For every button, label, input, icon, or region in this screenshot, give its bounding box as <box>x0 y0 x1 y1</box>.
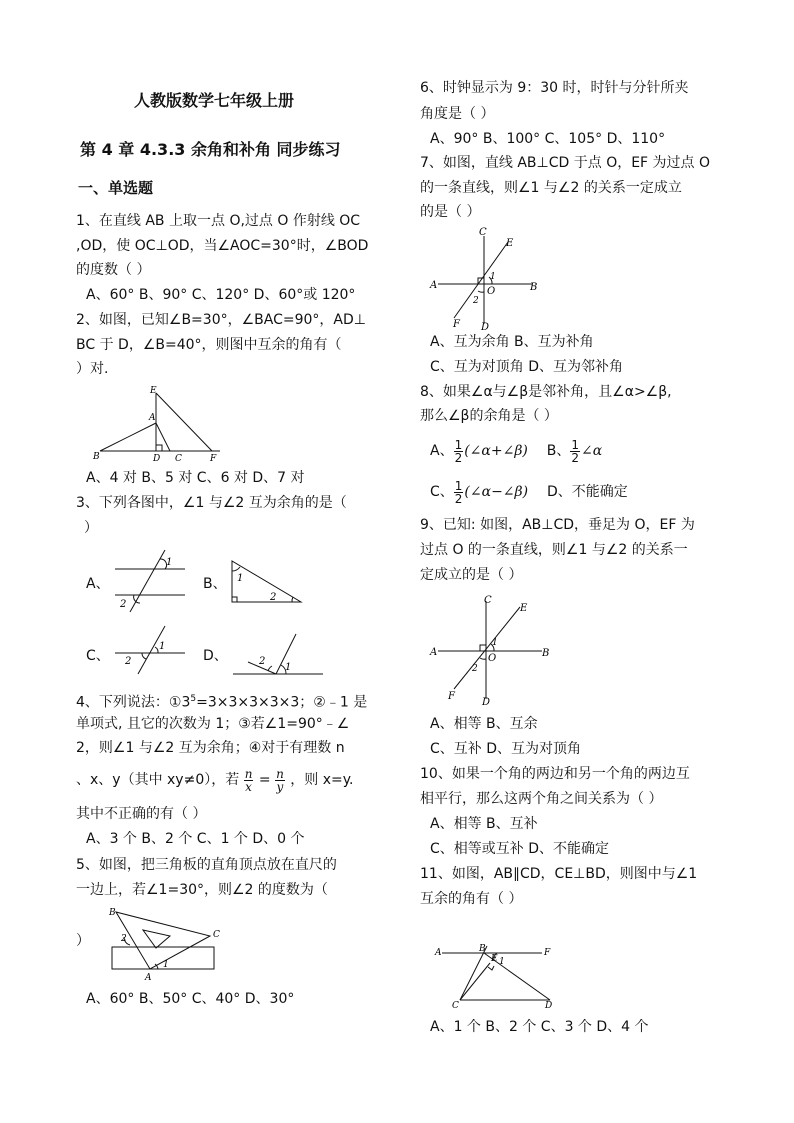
q8-b-half: $\frac{1}{2}$ <box>571 437 580 465</box>
q9-options-row2: C、互补 D、互为对顶角 <box>430 741 582 757</box>
q8-option-a-label: A、 <box>430 443 454 459</box>
q8-option-d: D、不能确定 <box>547 484 628 500</box>
q11-label-e: E <box>491 954 498 964</box>
q3-option-d-label: D、 <box>203 648 228 664</box>
chapter-subtitle: 第 4 章 4.3.3 余角和补角 同步练习 <box>80 140 341 159</box>
q8-a-expression: (∠α+∠β) <box>464 443 528 459</box>
q1-line1: 1、在直线 AB 上取一点 O,过点 O 作射线 OC <box>76 213 361 229</box>
q5-line2: 一边上，若∠1=30°，则∠2 的度数为（ <box>76 882 328 898</box>
q10-line1: 10、如果一个角的两边和另一个角的两边互 <box>420 766 690 782</box>
q9-angle-1: 1 <box>492 638 498 648</box>
q7-line3: 的是（ ） <box>420 204 481 220</box>
q9-label-d: D <box>482 697 491 708</box>
q4-line4-a: 、x、y（其中 xy≠0），若 <box>76 772 240 788</box>
q7-figure <box>426 224 546 332</box>
q1-options: A、60° B、90° C、120° D、60°或 120° <box>86 287 356 303</box>
q4-line2: 单项式, 且它的次数为 1；③若∠1=90°﹣∠ <box>76 716 350 732</box>
q8-line2: 那么∠β的余角是（ ） <box>420 408 558 424</box>
q3-line2: ） <box>84 520 98 536</box>
q3-figure-d <box>228 628 328 678</box>
q3b-angle-2: 2 <box>270 592 277 603</box>
q9-label-e: E <box>520 603 528 614</box>
q1-line3: 的度数（ ） <box>76 262 151 278</box>
q3-option-b-label: B、 <box>203 576 227 592</box>
section-heading: 一、单选题 <box>78 179 154 197</box>
q10-line2: 相平行，那么这两个角之间关系为（ ） <box>420 791 663 807</box>
q8-options-row1 <box>430 436 602 466</box>
q9-line2: 过点 O 的一条直线，则∠1 与∠2 的关系一 <box>420 542 688 558</box>
q9-options-row1: A、相等 B、互余 <box>430 716 538 732</box>
q8-b-expression: ∠α <box>581 443 603 459</box>
q3a-angle-2: 2 <box>120 599 127 610</box>
q10-options-row2: C、相等或互补 D、不能确定 <box>430 841 610 857</box>
q3-figure-a <box>110 545 190 615</box>
q7-label-a: A <box>430 280 438 291</box>
q4-options: A、3 个 B、2 个 C、1 个 D、0 个 <box>86 831 305 847</box>
q9-angle-2: 2 <box>472 664 478 674</box>
q8-option-b-label: B、 <box>546 443 571 459</box>
q5-angle-2: 2 <box>121 934 127 944</box>
q7-label-b: B <box>530 282 538 293</box>
q10-options-row1: A、相等 B、互补 <box>430 816 538 832</box>
q5-angle-1: 1 <box>163 960 169 970</box>
q3a-angle-1: 1 <box>166 557 173 568</box>
q2-figure <box>90 383 225 463</box>
q4-fraction-n-y: $\frac{n}{y}$ <box>276 766 284 794</box>
q7-line1: 7、如图，直线 AB⊥CD 于点 O，EF 为过点 O <box>420 155 711 171</box>
q7-label-f: F <box>453 319 460 330</box>
q4-fraction-n-x: $\frac{n}{x}$ <box>244 766 253 794</box>
q5-line3: ） <box>76 933 90 949</box>
q9-label-a: A <box>430 647 438 658</box>
q9-figure <box>426 591 554 708</box>
q2-options: A、4 对 B、5 对 C、6 对 D、7 对 <box>86 470 305 486</box>
q6-line2: 角度是（ ） <box>420 106 495 122</box>
q3-figure-c <box>110 622 190 677</box>
q5-options: A、60° B、50° C、40° D、30° <box>86 991 295 1007</box>
q8-options-row2 <box>430 477 628 507</box>
q11-line1: 11、如图，AB∥CD，CE⊥BD，则图中与∠1 <box>420 866 698 882</box>
q6-line1: 6、时钟显示为 9：30 时，时针与分针所夹 <box>420 80 689 96</box>
q4-equals: = <box>258 772 271 788</box>
q2-line1: 2、如图，已知∠B=30°，∠BAC=90°，AD⊥ <box>76 312 366 328</box>
q4-line5: 其中不正确的有（ ） <box>76 806 207 822</box>
q5-label-a: A <box>145 973 152 983</box>
q1-line2: ,OD，使 OC⊥OD，当∠AOC=30°时，∠BOD <box>76 238 369 254</box>
q11-figure <box>432 938 564 1014</box>
q7-options-row1: A、互为余角 B、互为补角 <box>430 334 594 350</box>
q2-label-e: E <box>150 386 157 396</box>
q3c-angle-1: 1 <box>159 641 166 652</box>
q5-label-c: C <box>213 930 220 940</box>
q2-label-c: C <box>175 454 182 463</box>
q3-line1: 3、下列各图中，∠1 与∠2 互为余角的是（ <box>76 495 347 511</box>
q11-line2: 互余的角有（ ） <box>420 891 523 907</box>
q9-label-b: B <box>542 648 550 659</box>
q9-line3: 定成立的是（ ） <box>420 567 523 583</box>
q5-figure <box>100 903 230 983</box>
q3b-angle-1: 1 <box>237 573 244 584</box>
q8-c-expression: (∠α−∠β) <box>464 484 529 500</box>
q11-label-f: F <box>544 948 551 958</box>
q11-label-c: C <box>452 1001 459 1011</box>
q9-label-f: F <box>448 691 455 702</box>
q2-label-f: F <box>210 454 217 463</box>
q3d-angle-1: 1 <box>285 662 292 673</box>
q7-label-o: O <box>487 286 496 297</box>
q4-line3: 2，则∠1 与∠2 互为余角；④对于有理数 n <box>76 740 345 756</box>
q7-angle-2: 2 <box>473 296 479 306</box>
q4-line1-a: 4、下列说法：①3 <box>76 694 191 711</box>
q3c-angle-2: 2 <box>125 656 132 667</box>
q9-label-o: O <box>488 653 497 664</box>
q7-label-e: E <box>506 238 514 249</box>
q3d-angle-2: 2 <box>259 656 266 667</box>
q4-line4 <box>76 766 353 794</box>
q11-angle-1: 1 <box>499 957 505 967</box>
q4-exponent: 5 <box>190 694 197 704</box>
q5-label-b: B <box>109 908 116 918</box>
q3-option-c-label: C、 <box>86 648 110 664</box>
q7-angle-1: 1 <box>490 272 496 282</box>
q3-figure-b <box>226 557 306 607</box>
q8-a-half: $\frac{1}{2}$ <box>454 437 463 465</box>
q8-c-half: $\frac{1}{2}$ <box>454 478 463 506</box>
q2-label-b: B <box>93 452 100 462</box>
q7-line2: 的一条直线，则∠1 与∠2 的关系一定成立 <box>420 180 682 196</box>
q11-label-d: D <box>545 1001 553 1011</box>
q8-line1: 8、如果∠α与∠β是邻补角，且∠α>∠β, <box>420 384 672 400</box>
q11-options: A、1 个 B、2 个 C、3 个 D、4 个 <box>430 1019 649 1035</box>
q9-line1: 9、已知: 如图，AB⊥CD，垂足为 O，EF 为 <box>420 517 695 533</box>
q7-label-d: D <box>481 322 490 332</box>
q11-label-a: A <box>435 948 442 958</box>
q6-options: A、90° B、100° C、105° D、110° <box>430 131 666 147</box>
q2-label-d: D <box>153 454 161 463</box>
q11-label-b: B <box>479 944 486 954</box>
q5-line1: 5、如图，把三角板的直角顶点放在直尺的 <box>76 857 337 873</box>
q4-line1 <box>76 689 367 713</box>
page-title: 人教版数学七年级上册 <box>134 91 295 110</box>
q7-options-row2: C、互为对顶角 D、互为邻补角 <box>430 359 624 375</box>
q4-line1-b: =3×3×3×3×3；②﹣1 是 <box>196 694 368 711</box>
q9-label-c: C <box>484 595 492 606</box>
q2-label-a: A <box>149 413 156 423</box>
q3-option-a-label: A、 <box>86 576 110 592</box>
q4-line4-b: ，则 x=y. <box>290 772 354 788</box>
q7-label-c: C <box>479 227 487 238</box>
q2-line3: ）对. <box>76 361 109 377</box>
q8-option-c-label: C、 <box>430 484 454 500</box>
q2-line2: BC 于 D，∠B=40°，则图中互余的角有（ <box>76 337 342 353</box>
